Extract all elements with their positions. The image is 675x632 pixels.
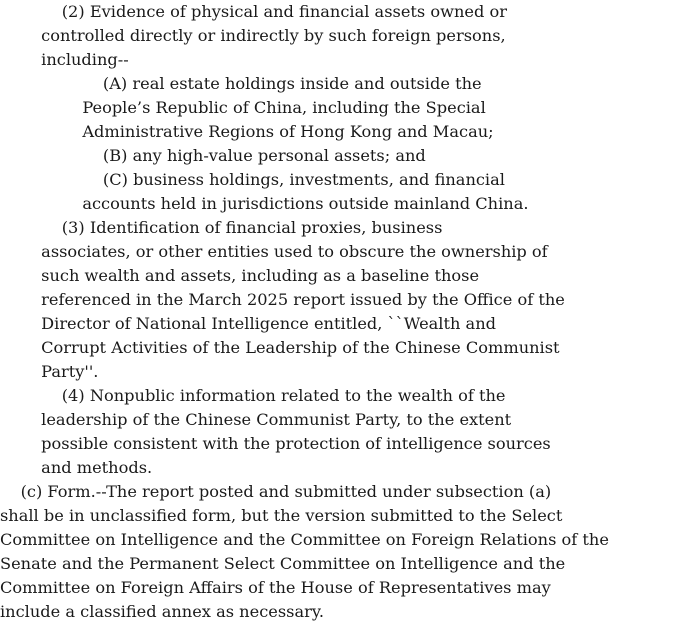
text-line: shall be in unclassified form, but the version submitted to the Select — [0, 506, 563, 525]
text-line: associates, or other entities used to obscure the ownership of — [0, 242, 548, 261]
text-line: leadership of the Chinese Communist Party, to the extent — [0, 410, 512, 429]
text-line: including-- — [0, 50, 129, 69]
text-line: Party''. — [0, 362, 99, 381]
text-line: Administrative Regions of Hong Kong and Macau; — [0, 122, 494, 141]
text-line: (4) Nonpublic information related to the wealth of the — [0, 386, 506, 405]
text-line: controlled directly or indirectly by such foreign persons, — [0, 26, 506, 45]
text-line: (3) Identification of financial proxies, business — [0, 218, 443, 237]
text-line: (2) Evidence of physical and financial assets owned or — [0, 2, 507, 21]
text-line: (A) real estate holdings inside and outside the — [0, 74, 482, 93]
text-line: Committee on Intelligence and the Committee on Foreign Relations of the — [0, 530, 609, 549]
text-line: and methods. — [0, 458, 153, 477]
text-line: possible consistent with the protection of intelligence sources — [0, 434, 551, 453]
text-line: People’s Republic of China, including the Special — [0, 98, 486, 117]
text-line: accounts held in jurisdictions outside mainland China. — [0, 194, 529, 213]
text-line: (C) business holdings, investments, and financial — [0, 170, 505, 189]
text-line: (c) Form.--The report posted and submitted under subsection (a) — [0, 482, 552, 501]
text-line: referenced in the March 2025 report issued by the Office of the — [0, 290, 565, 309]
text-line: Director of National Intelligence entitled, ``Wealth and — [0, 314, 496, 333]
text-line: (B) any high-value personal assets; and — [0, 146, 426, 165]
text-line: Senate and the Permanent Select Committee on Intelligence and the — [0, 554, 566, 573]
text-line: Corrupt Activities of the Leadership of the Chinese Communist — [0, 338, 560, 357]
text-line: such wealth and assets, including as a baseline those — [0, 266, 480, 285]
text-line: Committee on Foreign Affairs of the House of Representatives may — [0, 578, 551, 597]
text-line: include a classified annex as necessary. — [0, 602, 324, 621]
